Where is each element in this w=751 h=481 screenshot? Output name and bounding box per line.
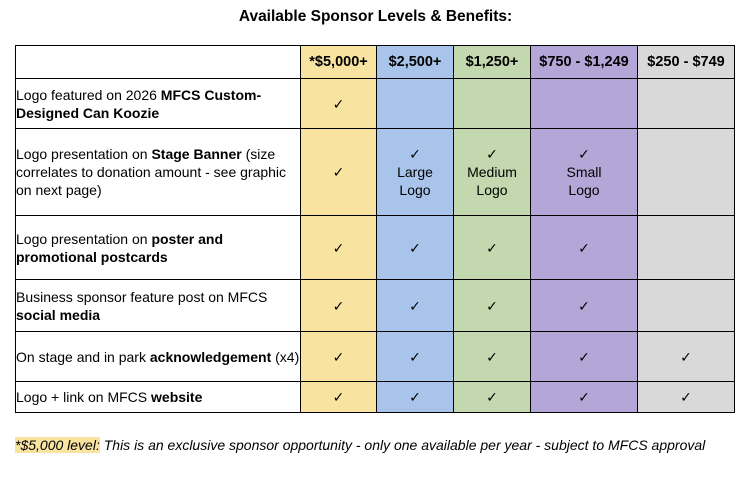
check-icon: ✓ — [486, 389, 498, 405]
check-icon: ✓ — [332, 164, 345, 180]
benefit-label: Logo featured on 2026 MFCS Custom-Designed Can Koozie — [16, 79, 301, 129]
check-cell — [301, 332, 377, 382]
check-icon: ✓ — [409, 146, 421, 162]
check-cell — [377, 129, 454, 216]
table-row — [16, 280, 735, 332]
check-icon: ✓ — [332, 239, 345, 256]
footnote-highlight: *$5,000 level: — [15, 437, 100, 453]
check-icon: ✓ — [409, 348, 421, 365]
table-row — [16, 382, 735, 413]
check-cell — [301, 382, 377, 413]
level-header-1250: $1,250+ — [454, 46, 531, 79]
check-icon: ✓ — [486, 348, 498, 365]
check-cell — [531, 129, 638, 216]
check-icon: ✓ — [578, 297, 590, 314]
check-cell — [454, 382, 531, 413]
check-cell — [638, 129, 735, 216]
check-cell — [454, 216, 531, 280]
check-cell — [638, 332, 735, 382]
page-title: Available Sponsor Levels & Benefits: — [238, 8, 513, 25]
table-row — [16, 79, 735, 129]
table-row — [16, 332, 735, 382]
logo-size-label: Medium Logo — [467, 164, 517, 198]
benefit-label: Logo + link on MFCS website — [16, 382, 301, 413]
check-cell — [301, 216, 377, 280]
check-cell — [638, 382, 735, 413]
check-icon: ✓ — [409, 297, 421, 314]
check-icon: ✓ — [578, 389, 590, 405]
footnote-text: This is an exclusive sponsor opportunity - only one available per year - subject to MFCS approval — [99, 437, 706, 453]
check-icon: ✓ — [486, 297, 498, 314]
level-header-250: $250 - $749 — [638, 46, 735, 79]
sponsor-levels-table — [15, 45, 735, 413]
benefit-label: Logo presentation on poster and promotional postcards — [16, 216, 301, 280]
check-cell — [301, 129, 377, 216]
level-header-2500: $2,500+ — [377, 46, 454, 79]
check-cell — [638, 216, 735, 280]
level-header-5000: *$5,000+ — [301, 46, 377, 79]
check-icon: ✓ — [680, 348, 692, 365]
logo-size-label: Small Logo — [566, 164, 602, 198]
check-cell — [638, 79, 735, 129]
check-cell — [454, 129, 531, 216]
table-row — [16, 129, 735, 216]
check-cell — [531, 332, 638, 382]
check-icon: ✓ — [409, 389, 421, 405]
check-icon: ✓ — [332, 297, 345, 314]
check-icon: ✓ — [486, 239, 498, 256]
table-row — [16, 216, 735, 280]
header-blank — [16, 46, 301, 79]
check-cell — [454, 79, 531, 129]
check-icon: ✓ — [409, 239, 421, 256]
check-icon: ✓ — [578, 239, 590, 256]
check-icon: ✓ — [486, 146, 498, 162]
check-cell — [377, 382, 454, 413]
check-cell — [377, 280, 454, 332]
check-cell — [531, 216, 638, 280]
header-row — [16, 46, 735, 79]
check-cell — [531, 280, 638, 332]
check-icon: ✓ — [680, 389, 692, 405]
logo-size-label: Large Logo — [397, 164, 433, 198]
footnote — [15, 436, 735, 455]
check-cell — [454, 280, 531, 332]
check-cell — [454, 332, 531, 382]
check-cell — [531, 382, 638, 413]
benefit-label: Business sponsor feature post on MFCS social media — [16, 280, 301, 332]
check-cell — [377, 216, 454, 280]
check-icon: ✓ — [332, 389, 345, 405]
check-cell — [301, 280, 377, 332]
check-cell — [377, 79, 454, 129]
benefit-label: Logo presentation on Stage Banner (size correlates to donation amount - see graphic on next page) — [16, 129, 301, 216]
check-icon: ✓ — [332, 95, 345, 112]
check-icon: ✓ — [332, 348, 345, 365]
check-icon: ✓ — [578, 146, 590, 162]
level-header-750: $750 - $1,249 — [531, 46, 638, 79]
check-cell — [301, 79, 377, 129]
check-icon: ✓ — [578, 348, 590, 365]
check-cell — [638, 280, 735, 332]
check-cell — [377, 332, 454, 382]
benefit-label: On stage and in park acknowledgement (x4) — [16, 332, 301, 382]
check-cell — [531, 79, 638, 129]
